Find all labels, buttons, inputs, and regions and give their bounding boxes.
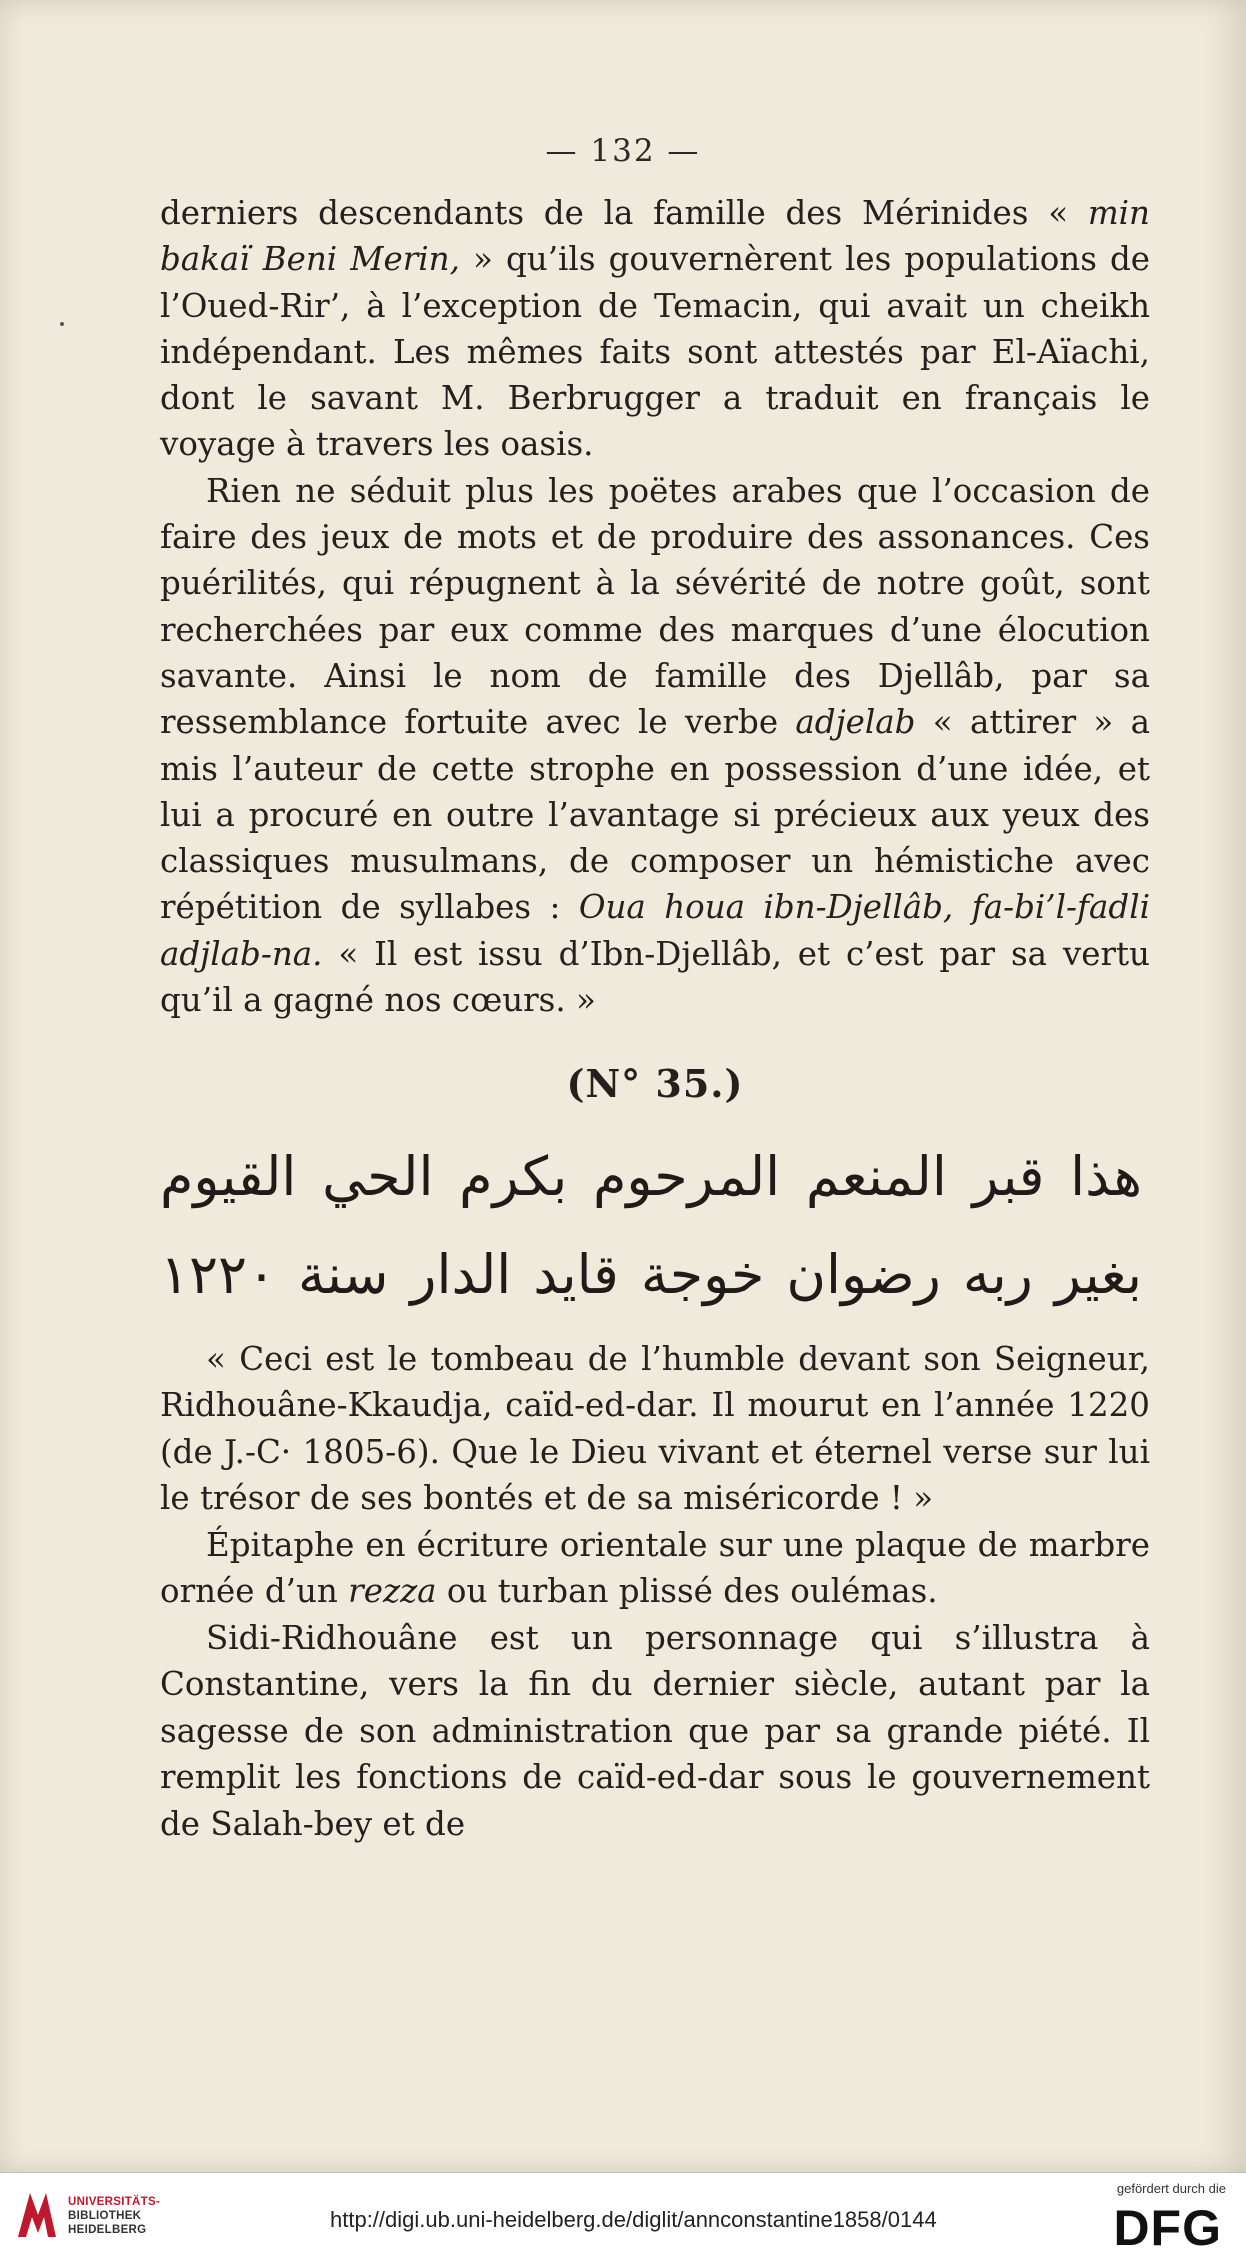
- text-run: « Ceci est le tombeau de l’humble devant son Seigneur, Ridhouâne-Kkaudja, caïd-ed-dar. Il mourut en l’année 1220 (de J.-C· 1805-6). Que le Dieu vivant et éternel verse sur lui le trésor de ses bontés et de sa miséricorde ! »: [160, 1339, 1150, 1518]
- permalink-url[interactable]: http://digi.ub.uni-heidelberg.de/diglit/annconstantine1858/0144: [330, 2207, 937, 2232]
- paragraph: [160, 190, 1150, 468]
- dfg-logo: DFG: [1113, 2200, 1222, 2256]
- text-run: Rien ne séduit plus les poëtes arabes que l’occasion de faire des jeux de mots et de produire des assonances. Ces puérilités, qui répugnent à la sévérité de notre goût, sont recherchées par eux comme des marques d’une élocution savante. Ainsi le nom de famille des Djellâb, par sa ressemblance fortuite avec le verbe: [160, 471, 1150, 742]
- library-name-line: UNIVERSITÄTS-: [68, 2196, 161, 2208]
- paragraph: [160, 1522, 1150, 1615]
- margin-speck: [60, 322, 64, 326]
- paragraphs-bottom: [160, 1336, 1150, 1848]
- italic-run: min bakaï Beni Merin,: [160, 194, 1150, 279]
- italic-run: rezza: [348, 1572, 437, 1611]
- arabic-line: هذا قبر المنعم المرحوم بكرم الحي القيوم: [160, 1144, 1142, 1208]
- paragraph: [160, 1336, 1150, 1522]
- text-block: [160, 190, 1150, 1847]
- arabic-inscription: [160, 1128, 1142, 1324]
- text-run: « Il est issu d’Ibn-Djellâb, et c’est par sa vertu qu’il a gagné nos cœurs. »: [160, 934, 1150, 1020]
- text-run: Épitaphe en écriture orientale sur une plaque de marbre ornée d’un: [160, 1525, 1150, 1611]
- paragraphs-top: [160, 190, 1150, 1023]
- text-run: « attirer » a mis l’auteur de cette strophe en possession d’une idée, et lui a procuré en outre l’avantage si précieux aux yeux des classiques musulmans, de composer un hémistiche avec répétition de syllabes :: [160, 703, 1150, 927]
- text-run: » qu’ils gouvernèrent les populations de l’Oued-Rir’, à l’exception de Temacin, qui avait un cheikh indépendant. Les mêmes faits sont attestés par El-Aïachi, dont le savant M. Berbrugger a traduit en français le voyage à travers les oasis.: [160, 240, 1150, 464]
- library-name-line: BIBLIOTHEK: [68, 2210, 142, 2222]
- text-run: Sidi-Ridhouâne est un personnage qui s’illustra à Constantine, vers la fin du dernier siècle, autant par la sagesse de son administration que par sa grande piété. Il remplit les fonctions de caïd-ed-dar sous le gouvernement de Salah-bey et de: [160, 1618, 1150, 1843]
- paragraph: [160, 1615, 1150, 1848]
- funding-caption: gefördert durch die: [1116, 2181, 1226, 2196]
- digitization-footer: [0, 2172, 1246, 2263]
- inscription-heading: (N° 35.): [566, 1061, 744, 1107]
- italic-run: adjelab: [795, 703, 916, 742]
- italic-run: Oua houa ibn-Djellâb, fa-bi’l-fadli adjlab-na.: [160, 888, 1150, 973]
- library-name: [68, 2195, 160, 2237]
- text-run: derniers descendants de la famille des Mérinides «: [160, 194, 1088, 232]
- library-name-line: HEIDELBERG: [68, 2224, 147, 2236]
- paragraph: [160, 468, 1150, 1024]
- university-library-logo: [14, 2187, 60, 2247]
- text-run: ou turban plissé des oulémas.: [436, 1572, 938, 1611]
- arabic-line: بغير ربه رضوان خوجة قايد الدار سنة ١٢٢٠: [160, 1242, 1142, 1306]
- page-number: — 132 —: [545, 133, 701, 169]
